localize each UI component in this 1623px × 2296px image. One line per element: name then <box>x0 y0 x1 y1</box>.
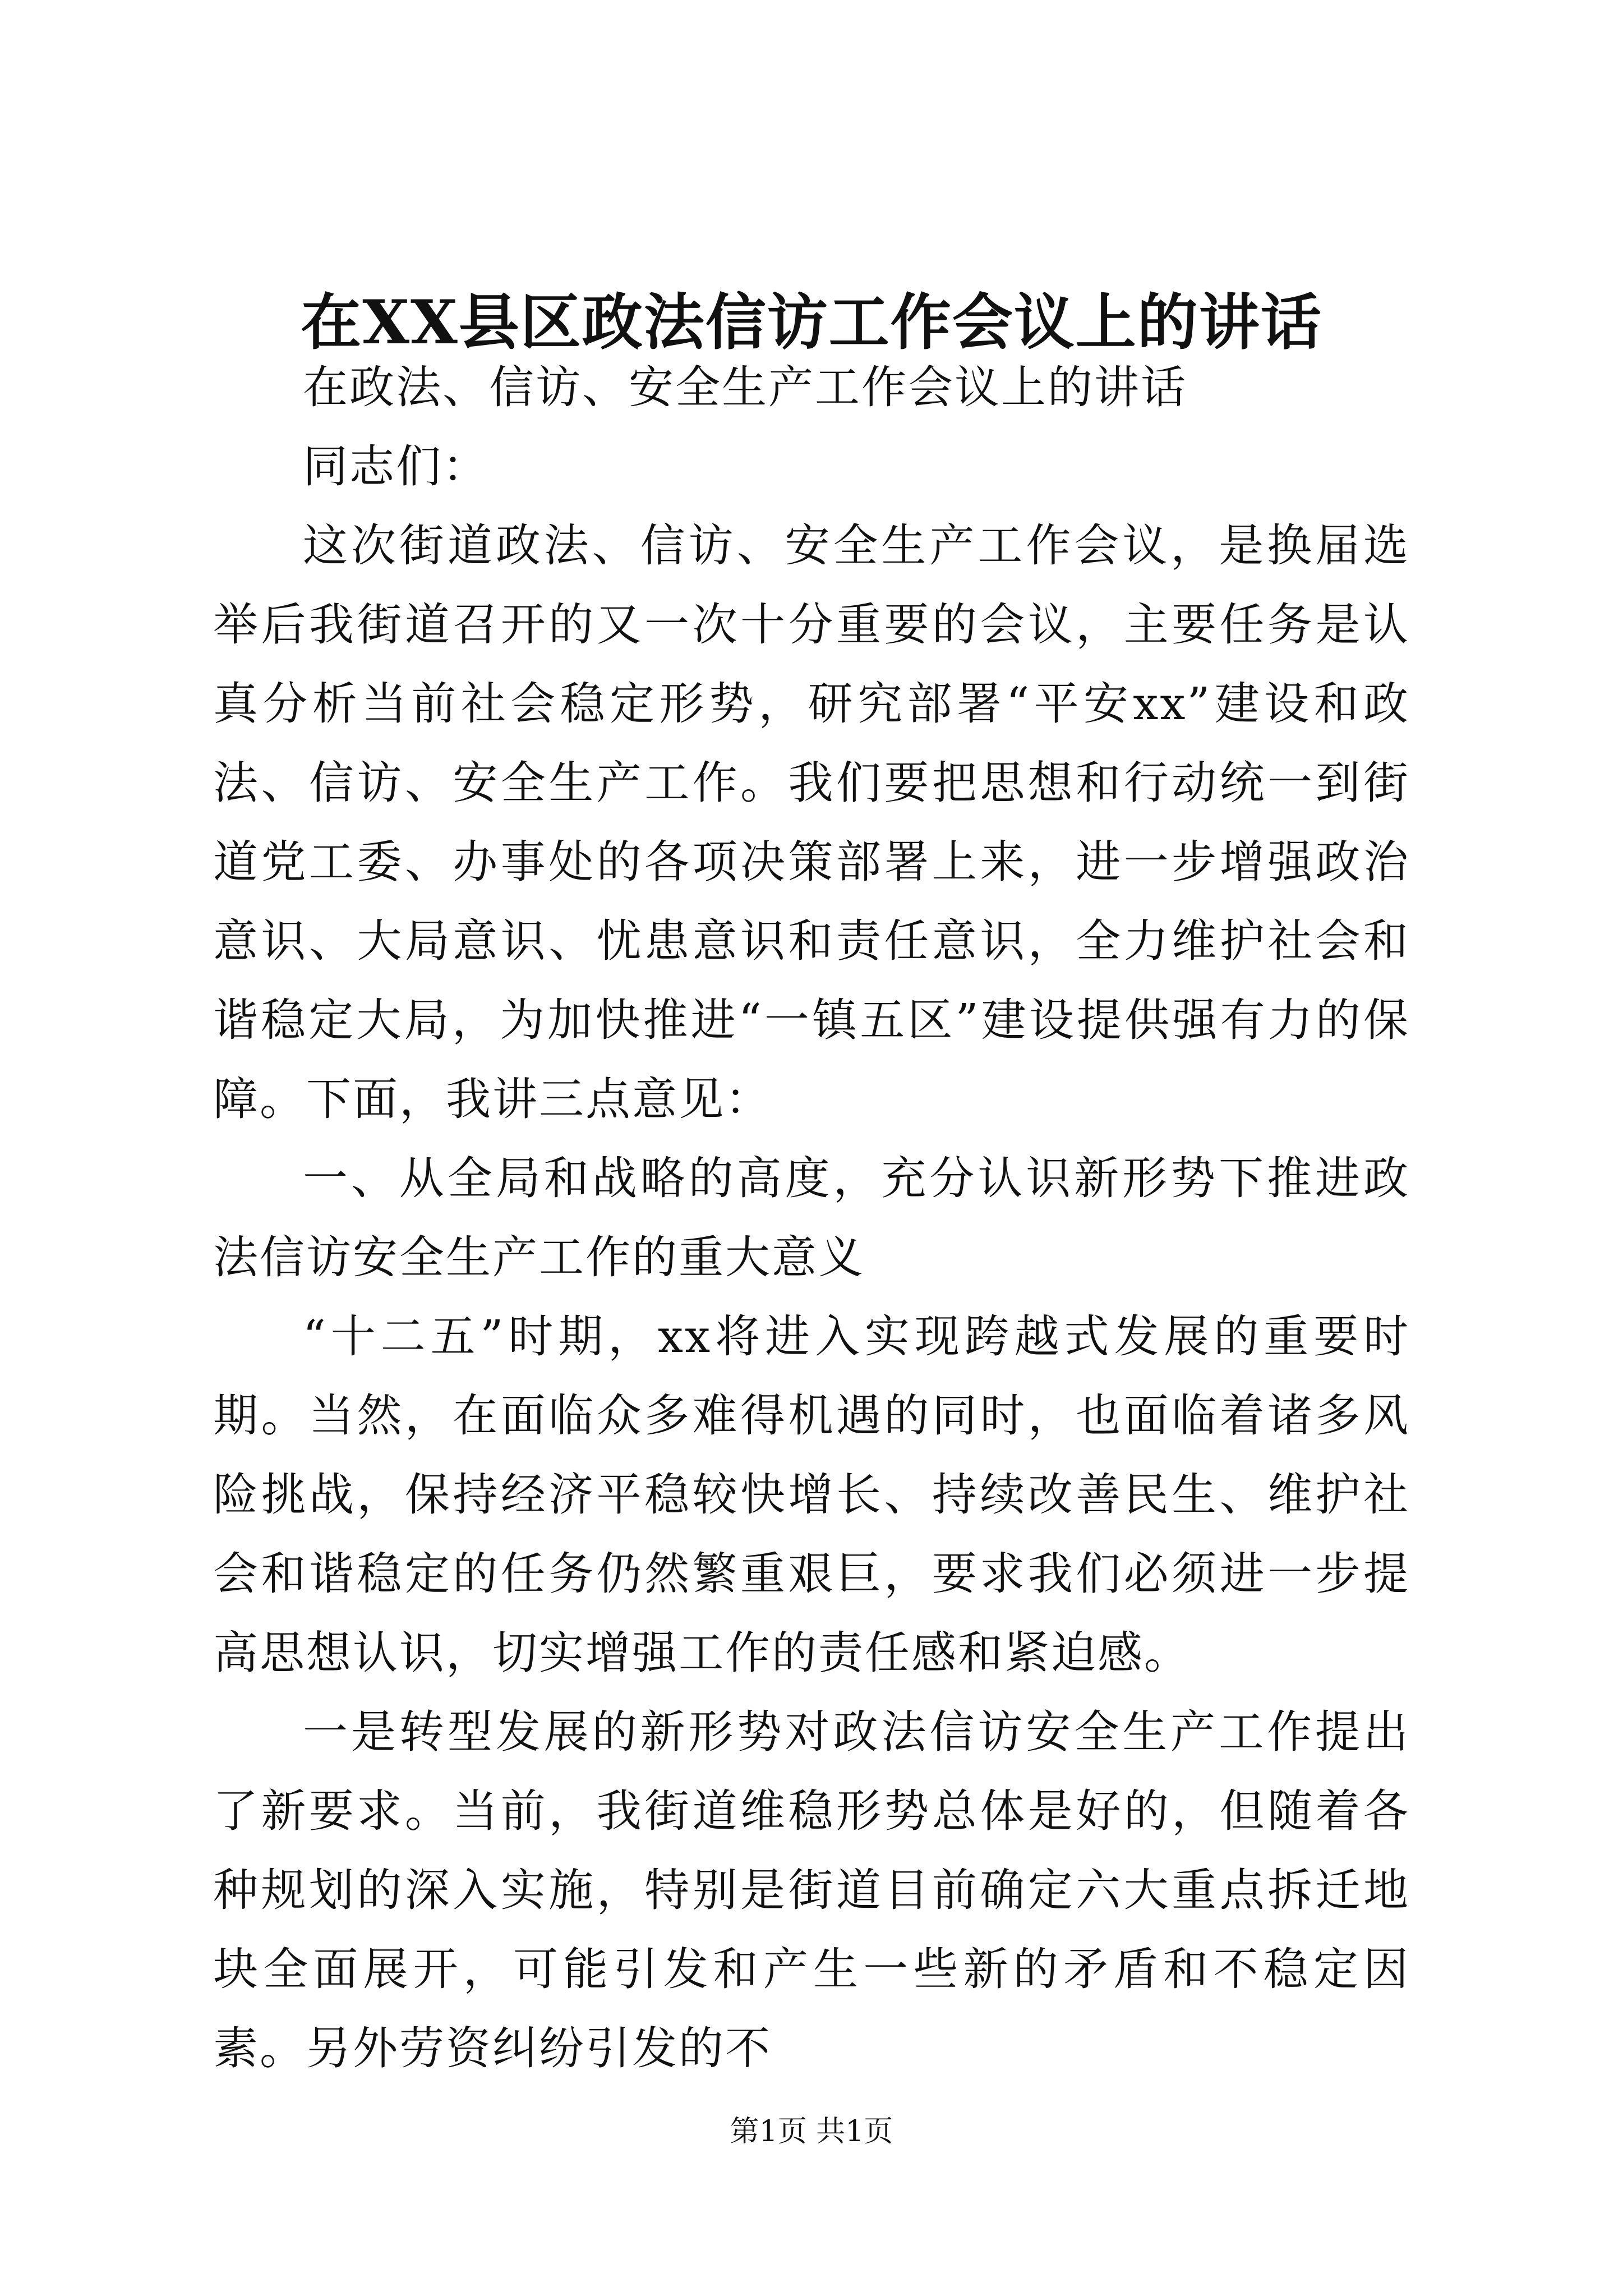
body-paragraph-context: “十二五”时期，xx将进入实现跨越式发展的重要时期。当然，在面临众多难得机遇的同时，也面临着诸多风险挑战，保持经济平稳较快增长、持续改善民生、维护社会和谐稳定的任务仍然繁重艰巨，要求我们必须进一步提高思想认识，切实增强工作的责任感和紧迫感。 <box>213 1310 1410 1679</box>
body-paragraph-salutation: 同志们： <box>303 440 489 493</box>
document-body <box>213 348 1410 2088</box>
document-title: 在XX县区政法信访工作会议上的讲话 <box>301 287 1322 358</box>
body-paragraph-point-1: 一是转型发展的新形势对政法信访安全生产工作提出了新要求。当前，我街道维稳形势总体是好的，但随着各种规划的深入实施，特别是街道目前确定六大重点拆迁地块全面展开，可能引发和产生一些新的矛盾和不稳定因素。另外劳资纠纷引发的不 <box>213 1706 1410 2074</box>
page-number-footer: 第1页 共1页 <box>730 2115 893 2148</box>
body-paragraph-intro: 这次街道政法、信访、安全生产工作会议，是换届选举后我街道召开的又一次十分重要的会议，主要任务是认真分析当前社会稳定形势，研究部署“平安xx”建设和政法、信访、安全生产工作。我们要把思想和行动统一到街道党工委、办事处的各项决策部署上来，进一步增强政治意识、大局意识、忧患意识和责任意识，全力维护社会和谐稳定大局，为加快推进“一镇五区”建设提供强有力的保障。下面，我讲三点意见： <box>213 519 1410 1125</box>
body-paragraph-subtitle: 在政法、信访、安全生产工作会议上的讲话 <box>303 361 1187 413</box>
body-paragraph-section-heading-1: 一、从全局和战略的高度，充分认识新形势下推进政法信访安全生产工作的重大意义 <box>213 1152 1410 1283</box>
